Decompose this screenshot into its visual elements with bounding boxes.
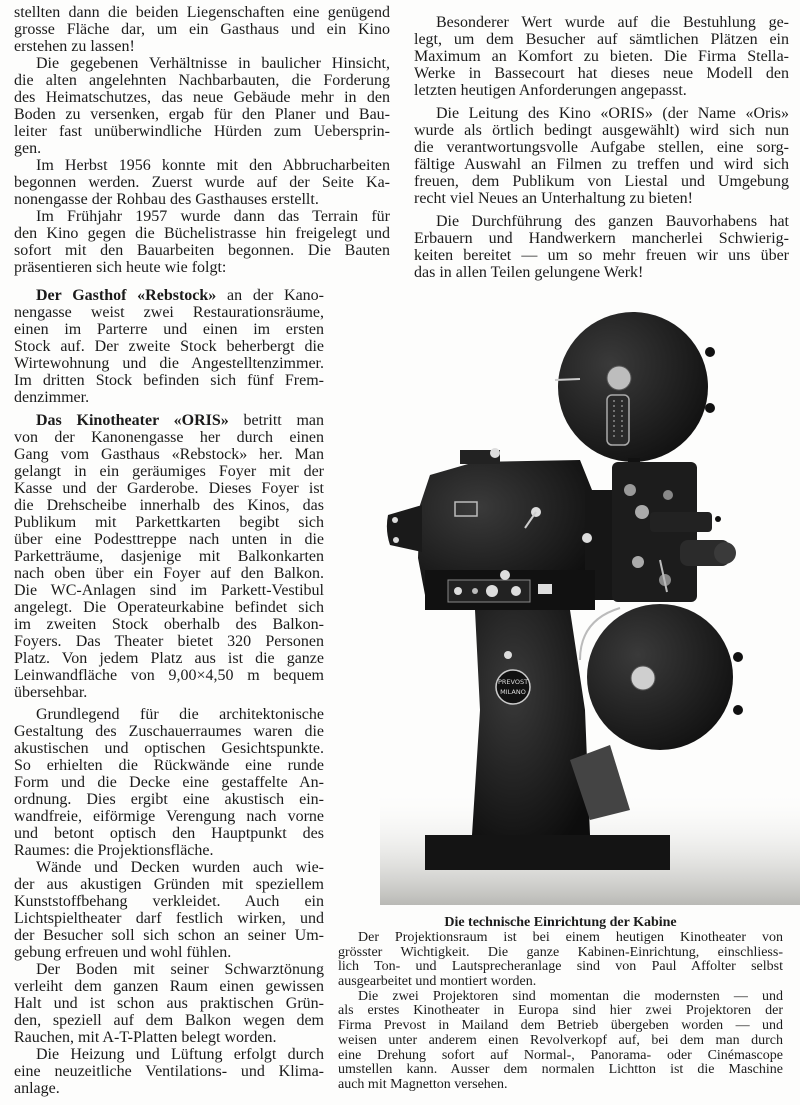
line-text: die Drehscheibe innerhalb des Kinos, das <box>14 497 324 514</box>
line-text: So erhielten die Rückwände eine runde <box>14 757 324 774</box>
control-panel <box>425 570 595 610</box>
line-text: akustischen und optischen Gesichtspunkte. <box>14 740 324 757</box>
line-text: keiten bereitet — um so mehr freuen wir uns über <box>414 247 789 264</box>
text-line <box>14 808 324 825</box>
text-line <box>414 213 789 230</box>
text-line <box>414 122 789 139</box>
line-text: fältige Auswahl an Filmen zu treffen und wird sich <box>414 156 789 173</box>
line-text: Grundlegend für die architektonische <box>36 706 324 723</box>
text-line <box>14 304 324 321</box>
text-line <box>14 287 324 304</box>
line-text: Wände und Decken wurden auch wie- <box>36 859 324 876</box>
paragraph <box>14 1046 324 1097</box>
text-line <box>414 173 789 190</box>
line-text: Maximum an Komfort zu bieten. Die Firma Stella- <box>414 48 789 65</box>
text-line <box>14 1063 324 1080</box>
text-line <box>14 372 324 389</box>
line-text: ordnung. Dies ergibt eine akustisch ein- <box>14 791 324 808</box>
section-heading: Der Gasthof «Rebstock» <box>36 287 217 304</box>
text-line <box>14 684 324 701</box>
line-text: wandfreie, eiförmige Verengung nach vorne <box>14 808 324 825</box>
line-text: an der Kano- <box>216 287 324 304</box>
text-line <box>338 1034 783 1049</box>
text-line <box>14 842 324 859</box>
text-line <box>414 82 789 99</box>
line-text: Die Leitung des Kino «ORIS» (der Name «Oris» <box>436 105 789 122</box>
line-text: Werke in Bassecourt hat dieses neue Modell den <box>414 65 789 82</box>
text-line <box>14 412 324 429</box>
paragraph <box>414 14 789 99</box>
line-text: als erstes Kinotheater in Europa sind hier zwei Projektoren der <box>338 1003 783 1019</box>
line-text: einen im Parterre und einen im ersten <box>14 321 324 338</box>
text-line <box>14 208 390 225</box>
photo-caption <box>338 914 783 1093</box>
line-text: Form und die Decke eine gestaffelte An- <box>14 774 324 791</box>
line-text: gelangt in ein geräumiges Foyer mit der <box>14 463 324 480</box>
text-line <box>338 1019 783 1034</box>
text-line <box>414 230 789 247</box>
base-plate <box>425 835 670 870</box>
line-text: Die gegebenen Verhältnisse in baulicher Hinsicht, <box>36 55 390 72</box>
line-text: anlage. <box>14 1080 60 1097</box>
text-line <box>14 446 324 463</box>
text-line <box>14 514 324 531</box>
paragraph <box>14 287 324 406</box>
paragraph <box>338 931 783 990</box>
text-line <box>14 616 324 633</box>
line-text: Foyers. Das Theater bietet 320 Personen <box>14 633 324 650</box>
projector-mechanism <box>582 462 736 602</box>
line-text: grösster Wichtigkeit. Die ganze Kabinen-Einrichtung, einschliess- <box>338 944 783 960</box>
line-text: Parketträume, dasjenige mit Balkonkarten <box>14 548 324 565</box>
line-text: erstehen zu lassen! <box>14 38 135 55</box>
line-text: der Besucher soll sich schon an seiner Um- <box>14 927 324 944</box>
paragraph <box>14 961 324 1046</box>
text-line <box>414 31 789 48</box>
paragraph <box>14 157 390 208</box>
section-heading: Das Kinotheater «ORIS» <box>36 412 229 429</box>
section-auditorium <box>14 706 324 1097</box>
text-line <box>14 706 324 723</box>
text-line <box>14 995 324 1012</box>
text-line <box>14 55 390 72</box>
section-gasthof-rebstock <box>14 287 324 406</box>
text-line <box>14 4 390 21</box>
line-text: und betont optisch den Hauptpunkt des <box>14 825 324 842</box>
text-line <box>14 723 324 740</box>
line-text: nach oben über ein Foyer auf den Balkon. <box>14 565 324 582</box>
line-text: Rauchen, mit A-T-Platten belegt worden. <box>14 1029 277 1046</box>
line-text: leiter fast unüberwindliche Hürden zum Uebersprin- <box>14 123 390 140</box>
line-text: Raumes: die Projektionsfläche. <box>14 842 214 859</box>
line-text: eine neuzeitliche Ventilations- und Klima- <box>14 1063 324 1080</box>
paragraph <box>14 412 324 701</box>
text-line <box>414 247 789 264</box>
line-text: Lichtspieltheater darf festlich wirken, und <box>14 910 324 927</box>
text-line <box>14 72 390 89</box>
text-line <box>14 876 324 893</box>
text-line <box>14 242 390 259</box>
text-line <box>14 944 324 961</box>
line-text: gen. <box>14 140 42 157</box>
line-text: über eine Podesttreppe nach unten in die <box>14 531 324 548</box>
line-text: ausgearbeitet und montiert worden. <box>338 974 537 990</box>
upper-reel <box>555 312 715 470</box>
text-line <box>14 191 390 208</box>
line-text: weisen unter anderem einen Revolverkopf auf, bei dem man durch <box>338 1032 783 1048</box>
text-line <box>414 48 789 65</box>
line-text: gebung erfreuen und wohl fühlen. <box>14 944 232 961</box>
line-text: legt, um dem Besucher auf sämtlichen Plätzen ein <box>414 31 789 48</box>
text-line <box>14 497 324 514</box>
text-line <box>414 139 789 156</box>
line-text: Stock auf. Der zweite Stock beherbergt die <box>14 338 324 355</box>
line-text: Besonderer Wert wurde auf die Bestuhlung ge- <box>436 14 789 31</box>
line-text: Die Heizung und Lüftung erfolgt durch <box>36 1046 324 1063</box>
line-text: angelegt. Die Operateurkabine befindet sich <box>14 599 324 616</box>
projector-photo <box>380 290 800 910</box>
line-text: Im Herbst 1956 konnte mit den Abbrucharbeiten <box>36 157 390 174</box>
line-text: den Kino gegen die Büchelistrasse hin freigelegt und <box>14 225 390 242</box>
text-line <box>414 14 789 31</box>
line-text: Die WC-Anlagen sind im Parkett-Vestibul <box>14 582 324 599</box>
line-text: eine Drehung sofort auf Normal-, Panorama- oder Cinémascope <box>338 1047 783 1063</box>
line-text: von der Kanonengasse her durch einen <box>14 429 324 446</box>
text-line <box>14 910 324 927</box>
line-text: grosse Fläche dar, um ein Gasthaus und ein Kino <box>14 21 390 38</box>
text-line <box>14 225 390 242</box>
text-line <box>14 774 324 791</box>
text-line <box>338 1049 783 1064</box>
text-line <box>14 978 324 995</box>
text-line <box>14 927 324 944</box>
paragraph <box>14 4 390 55</box>
text-line <box>14 429 324 446</box>
text-line <box>14 89 390 106</box>
text-line <box>338 1063 783 1078</box>
right-column-text <box>414 14 789 287</box>
line-text: Gestaltung des Zuschauerraumes waren die <box>14 723 324 740</box>
line-text: recht viel Neues an Unterhaltung zu bieten! <box>414 190 693 207</box>
text-line <box>14 157 390 174</box>
paragraph <box>414 213 789 281</box>
text-line <box>414 264 789 281</box>
line-text: stellten dann die beiden Liegenschaften eine genügend <box>14 4 390 21</box>
text-line <box>14 463 324 480</box>
text-line <box>14 791 324 808</box>
emblem-text-2: MILANO <box>500 688 526 696</box>
line-text: im zweiten Stock oberhalb des Balkon- <box>14 616 324 633</box>
line-text: Die zwei Projektoren sind momentan die modernsten — und <box>358 988 783 1004</box>
text-line <box>338 990 783 1005</box>
text-line <box>14 667 324 684</box>
line-text: Der Boden mit seiner Schwarztönung <box>36 961 324 978</box>
text-line <box>14 961 324 978</box>
line-text: umstellen kann. Ausser dem normalen Lichtton ist die Maschine <box>338 1062 783 1078</box>
text-line <box>14 893 324 910</box>
line-text: betritt man <box>228 412 324 429</box>
text-line <box>14 859 324 876</box>
text-line <box>14 21 390 38</box>
line-text: wurde als örtlich bedingt ausgewählt) wird sich nun <box>414 122 789 139</box>
text-line <box>414 105 789 122</box>
caption-body <box>338 931 783 1093</box>
line-text: nengasse weist zwei Restaurationsräume, <box>14 304 324 321</box>
paragraph <box>14 55 390 157</box>
line-text: Kunststoffbehang verkleidet. Auch ein <box>14 893 324 910</box>
text-line <box>338 946 783 961</box>
text-line <box>14 480 324 497</box>
line-text: Im Frühjahr 1957 wurde dann das Terrain für <box>36 208 390 225</box>
emblem-text-1: PREVOST <box>497 678 529 686</box>
line-text: Platz. Von jedem Platz aus ist die ganze <box>14 650 324 667</box>
pedestal <box>472 610 590 835</box>
line-text: Die Durchführung des ganzen Bauvorhabens hat <box>436 213 789 230</box>
text-line <box>14 757 324 774</box>
line-text: Leinwandfläche von 9,00×4,50 m bequem <box>14 667 324 684</box>
line-text: sofort mit den Bauarbeiten begonnen. Die Bauten <box>14 242 390 259</box>
text-line <box>14 599 324 616</box>
line-text: Halt und ist schon aus praktischen Grün- <box>14 995 324 1012</box>
text-line <box>14 565 324 582</box>
line-text: präsentieren sich heute wie folgt: <box>14 259 227 276</box>
line-text: der aus akustigen Gründen mit speziellem <box>14 876 324 893</box>
line-text: übersehbar. <box>14 684 88 701</box>
text-line <box>14 106 390 123</box>
prevost-emblem <box>496 670 530 704</box>
caption-title: Die technische Einrichtung der Kabine <box>444 915 677 930</box>
line-text: lich Ton- und Lautsprecheranlage sind von Paul Affolter selbst <box>338 959 783 975</box>
line-text: Erbauern und Handwerkern mancherlei Schwierig- <box>414 230 789 247</box>
text-line <box>14 1012 324 1029</box>
text-line <box>14 1029 324 1046</box>
text-line <box>14 740 324 757</box>
text-line <box>14 650 324 667</box>
line-text: Publikum mit Parkettkarten begibt sich <box>14 514 324 531</box>
line-text: Kasse und der Garderobe. Dieses Foyer ist <box>14 480 324 497</box>
line-text: Im dritten Stock befinden sich fünf Frem- <box>14 372 324 389</box>
line-text: nonengasse der Rohbau des Gasthauses erstellt. <box>14 191 319 208</box>
text-line <box>338 960 783 975</box>
text-line <box>14 321 324 338</box>
paragraph <box>14 208 390 276</box>
text-line <box>14 389 324 406</box>
line-text: denzimmer. <box>14 389 90 406</box>
line-text: Wirtewohnung und die Angestelltenzimmer. <box>14 355 324 372</box>
line-text: auch mit Magnetton versehen. <box>338 1076 508 1092</box>
line-text: die verantwortungsvolle Aufgabe stellen, eine sorg- <box>414 139 789 156</box>
text-line <box>14 338 324 355</box>
left-column-intro <box>14 4 390 276</box>
text-line <box>414 190 789 207</box>
text-line <box>14 633 324 650</box>
text-line <box>14 38 390 55</box>
line-text: die alten angelehnten Nachbarbauten, die Forderung <box>14 72 390 89</box>
line-text: des Heimatschutzes, das neue Gebäude mehr in den <box>14 89 390 106</box>
text-line <box>14 259 390 276</box>
line-text: Gang vom Gasthaus «Rebstock» her. Man <box>14 446 324 463</box>
line-text: verleiht dem ganzen Raum einen gewissen <box>14 978 324 995</box>
text-line <box>14 355 324 372</box>
text-line <box>14 825 324 842</box>
text-line <box>14 140 390 157</box>
line-text: das in allen Teilen gelungene Werk! <box>414 264 644 281</box>
text-line <box>338 1004 783 1019</box>
text-line <box>338 975 783 990</box>
section-kinotheater-oris <box>14 412 324 701</box>
line-text: Firma Prevost in Mailand dem Betrieb übergeben worden — und <box>338 1018 783 1034</box>
line-text: begonnen werden. Zuerst wurde auf der Seite Ka- <box>14 174 390 191</box>
text-line <box>14 1080 324 1097</box>
text-line <box>14 123 390 140</box>
text-line <box>414 156 789 173</box>
paragraph <box>414 105 789 207</box>
line-text: letzten heutigen Anforderungen angepasst. <box>414 82 687 99</box>
line-text: den, speziell auf dem Balkon wegen dem <box>14 1012 324 1029</box>
text-line <box>338 1078 783 1093</box>
paragraph <box>14 859 324 961</box>
text-line <box>14 531 324 548</box>
text-line <box>14 548 324 565</box>
paragraph <box>14 706 324 859</box>
line-text: Boden zu versenken, ergab für den Planer und Bau- <box>14 106 390 123</box>
paragraph <box>338 990 783 1093</box>
line-text: Der Projektionsraum ist bei einem heutigen Kinotheater von <box>358 930 783 945</box>
line-text: freuen, dem Publikum von Liestal und Umgebung <box>414 173 789 190</box>
text-line <box>14 582 324 599</box>
text-line <box>14 174 390 191</box>
text-line <box>14 1046 324 1063</box>
text-line <box>338 931 783 946</box>
text-line <box>414 65 789 82</box>
lower-reel <box>570 604 743 820</box>
